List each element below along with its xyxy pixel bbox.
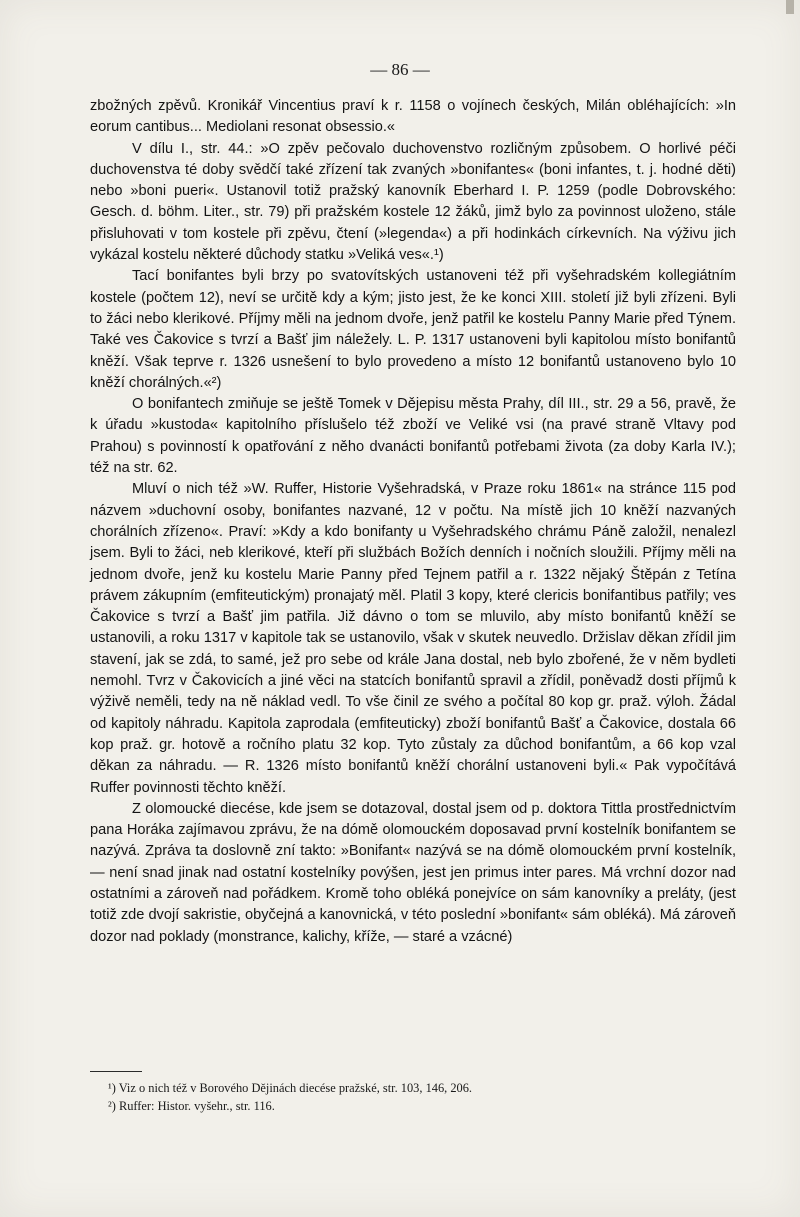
paragraph-1: zbožných zpěvů. Kronikář Vincentius praví k r. 1158 o vojínech českých, Milán obléhajících: »In eorum cantibus... Mediolani resonat obsessio.« bbox=[90, 98, 736, 136]
body-text bbox=[90, 96, 736, 948]
paragraph-6: Z olomoucké diecése, kde jsem se dotazoval, dostal jsem od p. doktora Tittla prostřednictvím pana Horáka zajímavou zprávu, že na dómě olomouckém doposavad první kostelník bonifantem se nazývá. Zpráva ta doslovně zní takto: »Bonifant« nazývá se na dómě olomouckém první kostelník, — není snad jinak nad ostatní kostelníky povýšen, jest jen primus inter pares. Má vrchní dozor nad ostatními a zároveň nad pořádkem. Kromě toho obléká ponejvíce on sám kanovníky a preláty, (jest totiž zde dvojí sakristie, obyčejná a kanovnická, v této poslední »bonifant« sám obléká). Má zároveň dozor nad poklady (monstrance, kalichy, kříže, — staré a vzácné) bbox=[90, 800, 736, 945]
paragraph-4: O bonifantech zmiňuje se ještě Tomek v Dějepisu města Prahy, díl III., str. 29 a 56, pravě, že k úřadu »kustoda« kapitolního příslušelo též zboží ve Veliké vsi (na pravé straně Vltavy pod Prahou) s povinností k opatřování z něho dvanácti bonifantů potřebami života (za doby Karla IV.); též na str. 62. bbox=[90, 396, 736, 477]
paragraph-5: Mluví o nich též »W. Ruffer, Historie Vyšehradská, v Praze roku 1861« na stránce 115 pod názvem »duchovní osoby, bonifantes nazvané, 12 v počtu. Na místě jich 10 kněží nazvaných chorálních zřízeno«. Praví: »Kdy a kdo bonifanty u Vyšehradského chrámu Páně založil, nenalezl jsem. Byli to žáci, neb klerikové, kteří při službách Božích denních i nočních sloužili. Příjmy měli na jednom dvoře, jenž ku kostelu Marie Panny před Tejnem patřil a r. 1322 nějaký Štěpán z Tetína právem zákupním (emfiteutickým) pronajatý měl. Platil 3 kopy, které clericis bonifantibus patřily; ves Čakovice s tvrzí a Bašť jim patřila. Již dávno o tom se mluvilo, aby místo bonifantů kněží se ustanovili, a roku 1317 v kapitole tak se ustanovilo, však v skutek neuvedlo. Držislav děkan zřídil jim stavení, jak se zdá, to samé, jež pro sebe od krále Jana dostal, neb bylo zbořené, že v něm bydleti nemohl. Tvrz v Čakovicích a jiné věci na statcích bonifantů spravil a zřídil, poněvadž dosti příjmů k výživě neměli, tedy na ně náklad vedl. To vše činil ze svého a počítal 80 kop gr. praž. výloh. Žádal od kapitoly náhradu. Kapitola zaprodala (emfiteuticky) zboží bonifantů Bašť a Čakovice, dostala 66 kop praž. gr. hotově a ročního platu 32 kop. Tyto zůstaly za důchod bonifantům, a 66 kop vzal děkan za náhradu. — R. 1326 místo bonifantů kněží chorální ustanoveni byli.« Pak vypočítává Ruffer povinnosti těchto kněží. bbox=[90, 481, 736, 796]
footnotes bbox=[108, 1079, 728, 1115]
page-number: — 86 — bbox=[370, 60, 430, 79]
footnote-1: ¹) Viz o nich též v Borového Dějinách diecése pražské, str. 103, 146, 206. bbox=[108, 1081, 473, 1095]
paragraph-2: V dílu I., str. 44.: »O zpěv pečovalo duchovenstvo rozličným způsobem. O horlivé péči duchovenstva té doby svědčí také zřízení tak zvaných »bonifantes« (boni infantes, t. j. hodné děti) nebo »boni pueri«. Ustanovil totiž pražský kanovník Eberhard I. P. 1259 (podle Dobrovského: Gesch. d. böhm. Liter., str. 79) při pražském kostele 12 žáků, jimž bylo za povinnost uloženo, stále přisluhovati v tom kostele při zpěvu, čtení (»legenda«) a při hodinkách církevních. Na výživu jich vykázal kostelu některé důchody statku »Veliká ves«.¹) bbox=[90, 140, 736, 264]
footnote-2: ²) Ruffer: Histor. vyšehr., str. 116. bbox=[108, 1099, 275, 1113]
footnote-divider bbox=[90, 1071, 142, 1072]
paragraph-3: Tací bonifantes byli brzy po svatovítských ustanoveni též při vyšehradském kollegiátním kostele (počtem 12), neví se určitě kdy a kým; jisto jest, že ke konci XIII. století již byli zřízeni. Byli to žáci nebo klerikové. Příjmy měli na jednom dvoře, jenž patřil ke kostelu Panny Marie před Týnem. Také ves Čakovice s tvrzí a Bašť jim náležely. L. P. 1317 ustanoveni byli kapitolou místo bonifantů kněží. Však teprve r. 1326 usnešení to bylo provedeno a místo 12 bonifantů ustanoveno bylo 10 kněží chorálných.«²) bbox=[90, 268, 736, 391]
edge-mark bbox=[786, 0, 794, 14]
